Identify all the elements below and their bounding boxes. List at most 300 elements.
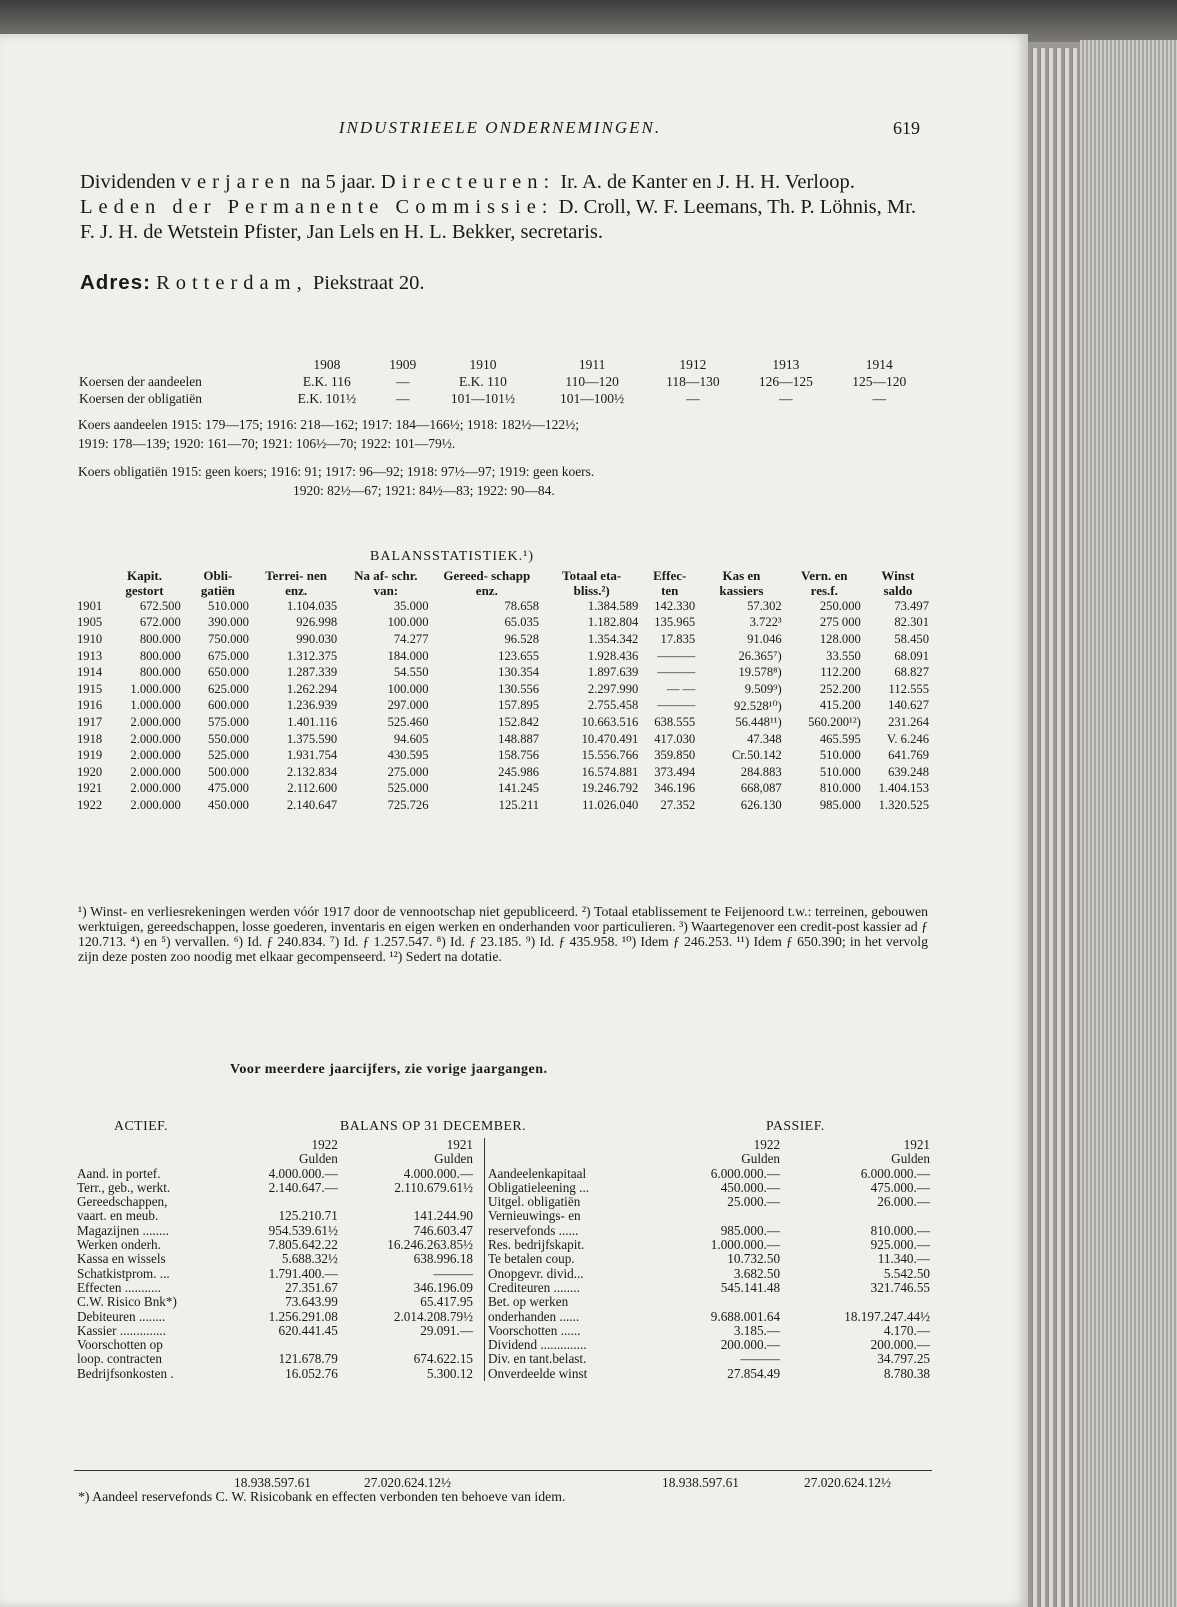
passief-item: Res. bedrijfskapit. bbox=[488, 1237, 585, 1253]
passief-value-1921: 34.797.25 bbox=[877, 1351, 930, 1367]
actief-item: Gereedschappen, bbox=[77, 1194, 168, 1210]
passief-value-1921 bbox=[783, 1209, 933, 1223]
table-row bbox=[74, 631, 932, 648]
passief-value-1922: 3.185.— bbox=[733, 1322, 781, 1338]
stat-cell: 675.000 bbox=[208, 648, 249, 663]
footnotes bbox=[78, 905, 928, 965]
actief-value-1922: 73.643.99 bbox=[285, 1294, 338, 1310]
passief-item: Uitgel. obligatiën bbox=[488, 1194, 581, 1210]
koers-year: 1912 bbox=[679, 356, 707, 372]
see-previous-years: Voor meerdere jaarcijfers, zie vorige jaargangen. bbox=[230, 1062, 548, 1077]
stat-year: 1916 bbox=[77, 698, 103, 713]
koers-cell: — bbox=[395, 373, 410, 389]
actief-year: 1921 bbox=[446, 1137, 473, 1152]
table-row bbox=[74, 731, 932, 748]
stat-cell: 650.000 bbox=[208, 665, 249, 680]
stat-cell: 668,087 bbox=[740, 781, 782, 796]
actief-value-1921: 29.091.— bbox=[420, 1322, 473, 1338]
page-stack bbox=[1064, 48, 1069, 1607]
stat-cell: 184.000 bbox=[387, 648, 429, 663]
koers-aandeelen bbox=[78, 415, 928, 453]
actief-year: 1922 bbox=[311, 1137, 338, 1152]
passief-row bbox=[485, 1167, 933, 1181]
passief-value-1921: 26.000.— bbox=[877, 1194, 930, 1210]
actief-row bbox=[74, 1209, 476, 1223]
stat-cell: 35.000 bbox=[393, 598, 429, 613]
koers-corner bbox=[76, 356, 277, 373]
stat-cell: 430.595 bbox=[387, 748, 429, 763]
commission-label: Leden der Permanente Commissie: bbox=[80, 196, 554, 218]
stat-column-header: Winst saldo bbox=[881, 568, 915, 598]
stat-cell: 56.448¹¹) bbox=[735, 714, 782, 729]
running-title: INDUSTRIEELE ONDERNEMINGEN. bbox=[338, 118, 662, 137]
passief-year: 1921 bbox=[903, 1137, 930, 1152]
stat-column-header: Vern. en res.f. bbox=[801, 568, 848, 598]
table-row bbox=[74, 764, 932, 781]
koers-cell: E.K. 110 bbox=[459, 373, 507, 389]
commission-members: D. Croll, W. F. Leemans, Th. P. Löhnis, Mr. F. J. H. de Wetstein Pfister, Jan Lels en H. L. Bekker, secretaris. bbox=[80, 196, 916, 243]
actief-value-1922: 16.052.76 bbox=[285, 1365, 338, 1381]
passief-item: Aandeelenkapitaal bbox=[488, 1165, 587, 1181]
passief-row bbox=[485, 1224, 933, 1238]
stat-cell: 1.000.000 bbox=[130, 681, 181, 696]
stat-cell: 525.460 bbox=[387, 714, 429, 729]
actief-item: Bedrijfsonkosten . bbox=[77, 1365, 174, 1381]
passief-row bbox=[485, 1209, 933, 1223]
stat-cell: 1.000.000 bbox=[130, 698, 181, 713]
stat-cell: 600.000 bbox=[208, 698, 249, 713]
stat-year: 1905 bbox=[77, 615, 103, 630]
stat-year: 1917 bbox=[77, 714, 103, 729]
passief-corner bbox=[485, 1152, 660, 1166]
actief-year-header bbox=[74, 1138, 476, 1152]
stat-cell: 626.130 bbox=[740, 797, 782, 812]
actief-item: Schatkistprom. ... bbox=[77, 1265, 170, 1281]
actief-value-1922: 1.791.400.— bbox=[268, 1265, 338, 1281]
balansstatistiek-table bbox=[74, 568, 932, 814]
stat-cell: 672.500 bbox=[139, 598, 181, 613]
stat-cell: 100.000 bbox=[387, 615, 429, 630]
stat-cell: 672.000 bbox=[139, 615, 181, 630]
stat-cell: 926.998 bbox=[296, 615, 338, 630]
stat-cell: 2.000.000 bbox=[130, 714, 181, 729]
stat-cell: 510.000 bbox=[819, 748, 861, 763]
passief-item: Obligatieleening ... bbox=[488, 1179, 590, 1195]
passief-item: Onverdeelde winst bbox=[488, 1365, 588, 1381]
passief-row bbox=[485, 1338, 933, 1352]
dividend-prefix: Dividenden bbox=[80, 171, 176, 193]
stat-cell: 54.550 bbox=[393, 665, 429, 680]
actief-value-1922: 5.688.32½ bbox=[281, 1251, 338, 1267]
passief-row bbox=[485, 1267, 933, 1281]
stat-cell: — — bbox=[666, 681, 696, 696]
stat-cell: 465.595 bbox=[819, 731, 861, 746]
address-city: Rotterdam, bbox=[156, 272, 308, 294]
stat-cell: 525.000 bbox=[208, 748, 249, 763]
koers-obligaties-line1: Koers obligatiën 1915: geen koers; 1916: 91; 1917: 96—92; 1918: 97½—97; 1919: geen koers. bbox=[78, 464, 595, 479]
stat-cell: 128.000 bbox=[819, 631, 861, 646]
actief-row bbox=[74, 1181, 476, 1195]
stat-cell: 990.030 bbox=[296, 631, 338, 646]
address-street: Piekstraat 20. bbox=[312, 272, 425, 294]
stat-cell: 417.030 bbox=[654, 731, 696, 746]
actief-value-1921: 638.996.18 bbox=[413, 1251, 473, 1267]
stat-cell: 112.555 bbox=[888, 681, 929, 696]
koers-aandeelen-line2: 1919: 178—139; 1920: 161—70; 1921: 106½—70; 1922: 101—79½. bbox=[78, 436, 456, 451]
stat-cell: 1.931.754 bbox=[286, 748, 338, 763]
passief-value-1922: 6.000.000.— bbox=[710, 1165, 781, 1181]
passief-item: Div. en tant.belast. bbox=[488, 1351, 587, 1367]
stat-cell: 2.112.600 bbox=[287, 781, 338, 796]
stat-year: 1920 bbox=[77, 764, 103, 779]
page-stack bbox=[1072, 48, 1077, 1607]
stat-cell: 58.450 bbox=[894, 631, 929, 646]
passief-value-1922: 545.141.48 bbox=[720, 1279, 781, 1295]
stat-cell: 575.000 bbox=[208, 714, 249, 729]
stat-cell: 800.000 bbox=[139, 631, 181, 646]
stat-year: 1914 bbox=[77, 665, 103, 680]
koers-year: 1910 bbox=[469, 356, 497, 372]
stat-column-header: Kas en kassiers bbox=[719, 568, 764, 598]
stat-cell: 1.928.436 bbox=[587, 648, 639, 663]
passief-value-1921: 810.000.— bbox=[870, 1222, 930, 1238]
stat-cell: 1.384.589 bbox=[587, 598, 639, 613]
actief-value-1921: 746.603.47 bbox=[413, 1222, 473, 1238]
passief-row bbox=[485, 1238, 933, 1252]
stat-cell: 123.655 bbox=[498, 648, 540, 663]
actief-row bbox=[74, 1267, 476, 1281]
passief-value-1921: 200.000.— bbox=[870, 1337, 930, 1353]
balance-sheet bbox=[74, 1118, 932, 1493]
actief-column bbox=[74, 1138, 476, 1381]
passief-value-1922: 985.000.— bbox=[720, 1222, 781, 1238]
stat-cell: 1.312.375 bbox=[286, 648, 338, 663]
actief-value-1921 bbox=[341, 1338, 476, 1352]
address-line bbox=[80, 270, 920, 296]
actief-value-1922 bbox=[230, 1338, 341, 1352]
koers-cell: E.K. 116 bbox=[302, 373, 351, 389]
stat-column-header: Kapit. gestort bbox=[125, 568, 164, 598]
passief-row bbox=[485, 1310, 933, 1324]
stat-cell: 91.046 bbox=[747, 631, 782, 646]
stat-cell: 65.035 bbox=[504, 615, 540, 630]
stat-cell: 135.965 bbox=[654, 615, 696, 630]
page-stack bbox=[1056, 48, 1061, 1607]
table-row bbox=[74, 664, 932, 681]
stat-cell: 1.897.639 bbox=[587, 665, 639, 680]
stat-cell: 142.330 bbox=[654, 598, 696, 613]
stat-cell: 1.182.804 bbox=[587, 615, 639, 630]
stat-cell: 297.000 bbox=[387, 698, 429, 713]
table-row bbox=[74, 781, 932, 798]
stat-cell: 19.246.792 bbox=[581, 781, 639, 796]
koers-year: 1914 bbox=[865, 356, 893, 372]
actief-item: C.W. Risico Bnk*) bbox=[77, 1294, 177, 1310]
passief-value-1922 bbox=[660, 1209, 783, 1223]
koers-row-label: Koersen der aandeelen bbox=[79, 373, 202, 389]
koers-obligaties bbox=[78, 462, 928, 500]
actief-value-1921: 2.014.208.79½ bbox=[393, 1308, 473, 1324]
passief-item: Bet. op werken bbox=[488, 1294, 569, 1310]
stat-cell: 560.200¹²) bbox=[808, 714, 861, 729]
koers-cell: — bbox=[395, 390, 410, 406]
stat-cell: 1.236.939 bbox=[286, 698, 338, 713]
actief-item: Terr., geb., werkt. bbox=[77, 1179, 171, 1195]
table-row bbox=[74, 797, 932, 814]
passief-item: Onopgevr. divid... bbox=[488, 1265, 584, 1281]
stat-year: 1901 bbox=[77, 598, 103, 613]
stat-cell: 1.404.153 bbox=[878, 781, 929, 796]
actief-item: Aand. in portef. bbox=[77, 1165, 161, 1181]
koers-cell: 110—120 bbox=[565, 373, 619, 389]
stat-cell: 16.574.881 bbox=[581, 764, 639, 779]
stat-column-header: Na af- schr. van: bbox=[354, 568, 418, 598]
stat-year: 1919 bbox=[77, 748, 103, 763]
koers-cell: — bbox=[872, 390, 887, 406]
passief-unit: Gulden bbox=[891, 1151, 930, 1167]
actief-value-1922: 125.210.71 bbox=[278, 1208, 338, 1224]
passief-value-1921 bbox=[783, 1295, 933, 1309]
address-label: Adres: bbox=[80, 271, 151, 294]
stat-cell: 73.497 bbox=[894, 598, 929, 613]
stat-cell: 100.000 bbox=[387, 681, 429, 696]
stat-cell: 78.658 bbox=[504, 598, 540, 613]
stat-cell: 625.000 bbox=[208, 681, 249, 696]
koers-year: 1911 bbox=[578, 356, 606, 372]
actief-value-1922: 2.140.647.— bbox=[268, 1179, 338, 1195]
actief-value-1921: 346.196.09 bbox=[413, 1279, 473, 1295]
stat-year: 1921 bbox=[77, 781, 103, 796]
passief-value-1921: 475.000.— bbox=[870, 1179, 930, 1195]
stat-cell: 2.000.000 bbox=[130, 764, 181, 779]
actief-unit-header bbox=[74, 1152, 476, 1166]
stat-cell: 985.000 bbox=[819, 797, 861, 812]
passief-row bbox=[485, 1324, 933, 1338]
actief-row bbox=[74, 1167, 476, 1181]
stat-cell: 250.000 bbox=[819, 598, 861, 613]
actief-value-1922 bbox=[230, 1195, 341, 1209]
stat-cell: 1.375.590 bbox=[286, 731, 338, 746]
stat-cell: 550.000 bbox=[208, 731, 249, 746]
stat-cell: 1.401.116 bbox=[287, 714, 338, 729]
total-actief-1922: 18.938.597.61 bbox=[234, 1475, 311, 1490]
stat-cell: 19.578⁸) bbox=[738, 665, 782, 680]
dividend-suffix: na 5 jaar. bbox=[301, 171, 376, 193]
stat-cell: 800.000 bbox=[139, 648, 181, 663]
stat-cell: 130.556 bbox=[498, 681, 540, 696]
footnote-text: ¹) Winst- en verliesrekeningen werden vóór 1917 door de vennootschap niet gepubliceerd. ²) Totaal etablissement te Feijenoord t.w.: terreinen, gebouwen werktuigen, gereedschappen, losse goederen, inventaris en eigen werken en onderhanden voor particulieren. ³) Waartegenover een credit-post kassier ad ƒ 120.713. ⁴) en ⁵) vervallen. ⁶) Id. ƒ 240.834. ⁷) Id. ƒ 1.257.547. ⁸) Id. ƒ 23.185. ⁹) Id. ƒ 435.958. ¹⁰) Idem ƒ 246.253. ¹¹) Idem ƒ 650.390; in het vervolg zijn deze posten zoo noodig met elkaar gecompenseerd. ¹²) Sedert na dotatie. bbox=[78, 904, 928, 964]
actief-value-1922: 7.805.642.22 bbox=[268, 1237, 338, 1253]
stat-cell: 125.211 bbox=[498, 797, 540, 812]
stat-cell: 525.000 bbox=[387, 781, 429, 796]
passief-item: Voorschotten ...... bbox=[488, 1322, 581, 1338]
passief-value-1921: 8.780.38 bbox=[883, 1365, 930, 1381]
passief-value-1922: ——— bbox=[740, 1351, 781, 1367]
stat-cell: 639.248 bbox=[888, 764, 929, 779]
stat-cell: 275 000 bbox=[819, 615, 861, 630]
actief-value-1921: 16.246.263.85½ bbox=[387, 1237, 473, 1253]
stat-column-header: Obli- gatiën bbox=[200, 568, 235, 598]
stat-column-header: Totaal eta- bliss.²) bbox=[562, 568, 622, 598]
stat-cell: 10.663.516 bbox=[581, 714, 639, 729]
table-row bbox=[74, 681, 932, 698]
koers-year: 1909 bbox=[389, 356, 417, 372]
koers-cell: 118—130 bbox=[666, 373, 720, 389]
table-row bbox=[74, 698, 932, 715]
koers-cell: — bbox=[779, 390, 793, 406]
actief-row bbox=[74, 1338, 476, 1352]
actief-row bbox=[74, 1224, 476, 1238]
stat-cell: 510.000 bbox=[819, 764, 861, 779]
passief-corner bbox=[485, 1138, 660, 1152]
actief-item: Voorschotten op bbox=[77, 1337, 163, 1353]
stat-cell: 1.320.525 bbox=[878, 797, 929, 812]
actief-row bbox=[74, 1352, 476, 1366]
actief-row bbox=[74, 1310, 476, 1324]
stat-cell: 510.000 bbox=[208, 598, 249, 613]
stat-cell: 810.000 bbox=[819, 781, 861, 796]
actief-value-1922: 954.539.61½ bbox=[268, 1222, 338, 1238]
passief-value-1921: 6.000.000.— bbox=[860, 1165, 930, 1181]
actief-item: Magazijnen ........ bbox=[77, 1222, 169, 1238]
koers-cell: 101—101½ bbox=[450, 390, 516, 406]
stat-cell: 158.756 bbox=[498, 748, 540, 763]
stat-cell: 74.277 bbox=[393, 631, 429, 646]
passief-year-header bbox=[485, 1138, 933, 1152]
stat-cell: 82.301 bbox=[894, 615, 929, 630]
table-row bbox=[74, 598, 932, 615]
table-row bbox=[74, 714, 932, 731]
page-number: 619 bbox=[893, 118, 920, 138]
passief-value-1922: 200.000.— bbox=[720, 1337, 781, 1353]
passief-value-1922: 3.682.50 bbox=[733, 1265, 781, 1281]
actief-item: Debiteuren ........ bbox=[77, 1308, 166, 1324]
passief-value-1921: 321.746.55 bbox=[870, 1279, 930, 1295]
stat-cell: 231.264 bbox=[888, 714, 929, 729]
stat-cell: 96.528 bbox=[504, 631, 540, 646]
running-header bbox=[80, 118, 920, 148]
book-page-edges bbox=[1080, 40, 1177, 1607]
stat-cell: 92.528¹⁰) bbox=[734, 698, 782, 713]
page-stack bbox=[1032, 48, 1037, 1607]
stat-cell: 68.827 bbox=[894, 665, 929, 680]
total-passief-1922: 18.938.597.61 bbox=[662, 1475, 739, 1490]
passief-item: Dividend .............. bbox=[488, 1337, 587, 1353]
actief-value-1921: 5.300.12 bbox=[426, 1365, 473, 1381]
stat-cell: 245.986 bbox=[498, 764, 540, 779]
stat-cell: 2.000.000 bbox=[130, 731, 181, 746]
stat-cell: 15.556.766 bbox=[581, 748, 639, 763]
stat-cell: 68.091 bbox=[894, 648, 929, 663]
company-info-paragraph bbox=[80, 170, 920, 245]
stat-column-header: Gereed- schapp enz. bbox=[443, 568, 531, 598]
stat-cell: 141.245 bbox=[498, 781, 540, 796]
stat-column-header bbox=[74, 568, 105, 598]
actief-row bbox=[74, 1324, 476, 1338]
stat-cell: V. 6.246 bbox=[886, 731, 929, 746]
stat-cell: 500.000 bbox=[208, 764, 249, 779]
actief-item: Kassa en wissels bbox=[77, 1251, 166, 1267]
stat-cell: 415.200 bbox=[819, 698, 861, 713]
stat-cell: 346.196 bbox=[654, 781, 696, 796]
stat-cell: ——— bbox=[657, 698, 696, 713]
stat-cell: 1.104.035 bbox=[286, 598, 338, 613]
stat-cell: 750.000 bbox=[208, 631, 249, 646]
koers-cell: 101—100½ bbox=[560, 390, 625, 406]
stat-year: 1922 bbox=[77, 797, 103, 812]
koers-obligaties-line2: 1920: 82½—67; 1921: 84½—83; 1922: 90—84. bbox=[293, 483, 555, 498]
passief-value-1921: 18.197.247.44½ bbox=[844, 1308, 930, 1324]
passief-row bbox=[485, 1281, 933, 1295]
actief-row bbox=[74, 1195, 476, 1209]
actief-value-1921: 65.417.95 bbox=[420, 1294, 473, 1310]
koers-cell: E.K. 101½ bbox=[297, 390, 357, 406]
passief-row bbox=[485, 1181, 933, 1195]
stat-cell: 26.365⁷) bbox=[738, 648, 782, 663]
stat-cell: 1.287.339 bbox=[286, 665, 338, 680]
actief-item: loop. contracten bbox=[77, 1351, 162, 1367]
koers-cell: 125—120 bbox=[852, 373, 907, 389]
stat-cell: 475.000 bbox=[208, 781, 249, 796]
actief-corner bbox=[74, 1152, 230, 1166]
koers-row bbox=[76, 390, 926, 407]
stat-cell: 33.550 bbox=[826, 648, 861, 663]
stat-cell: 638.555 bbox=[654, 714, 696, 729]
actief-value-1922: 620.441.45 bbox=[278, 1322, 338, 1338]
passief-label: PASSIEF. bbox=[766, 1118, 825, 1133]
stat-cell: 57.302 bbox=[747, 598, 782, 613]
passief-value-1922: 10.732.50 bbox=[727, 1251, 781, 1267]
stat-cell: 2.140.647 bbox=[286, 797, 338, 812]
passief-value-1921: 11.340.— bbox=[877, 1251, 930, 1267]
stat-cell: 3.722³ bbox=[749, 615, 782, 630]
actief-value-1921: 674.622.15 bbox=[413, 1351, 473, 1367]
stat-cell: 373.494 bbox=[654, 764, 696, 779]
koers-year: 1913 bbox=[772, 356, 800, 372]
table-row bbox=[74, 615, 932, 632]
directors-label: Directeuren: bbox=[380, 171, 556, 193]
koersen-table bbox=[76, 356, 926, 407]
stat-cell: 641.769 bbox=[888, 748, 929, 763]
actief-unit: Gulden bbox=[434, 1151, 473, 1167]
passief-row bbox=[485, 1252, 933, 1266]
table-row bbox=[74, 747, 932, 764]
actief-value-1921: ——— bbox=[433, 1265, 473, 1281]
table-row bbox=[74, 648, 932, 665]
actief-row bbox=[74, 1367, 476, 1381]
actief-unit: Gulden bbox=[299, 1151, 338, 1167]
actief-value-1922: 121.678.79 bbox=[278, 1351, 338, 1367]
stat-cell: 2.755.458 bbox=[587, 698, 639, 713]
actief-item: Effecten ........... bbox=[77, 1279, 161, 1295]
stat-cell: Cr.50.142 bbox=[732, 748, 782, 763]
koers-row bbox=[76, 373, 926, 390]
stat-cell: 450.000 bbox=[208, 797, 249, 812]
actief-value-1921: 141.244.90 bbox=[413, 1208, 473, 1224]
passief-value-1922: 25.000.— bbox=[727, 1194, 781, 1210]
passief-value-1922: 1.000.000.— bbox=[710, 1237, 781, 1253]
koers-cell: 126—125 bbox=[758, 373, 813, 389]
stat-cell: 359.850 bbox=[654, 748, 696, 763]
passief-item: Crediteuren ........ bbox=[488, 1279, 580, 1295]
stat-cell: 2.000.000 bbox=[130, 748, 181, 763]
stat-cell: 47.348 bbox=[747, 731, 782, 746]
stat-cell: 1.262.294 bbox=[286, 681, 338, 696]
koers-years-row bbox=[76, 356, 926, 373]
stat-cell: 10.470.491 bbox=[581, 731, 639, 746]
stat-cell: 11.026.040 bbox=[582, 797, 639, 812]
actief-row bbox=[74, 1295, 476, 1309]
